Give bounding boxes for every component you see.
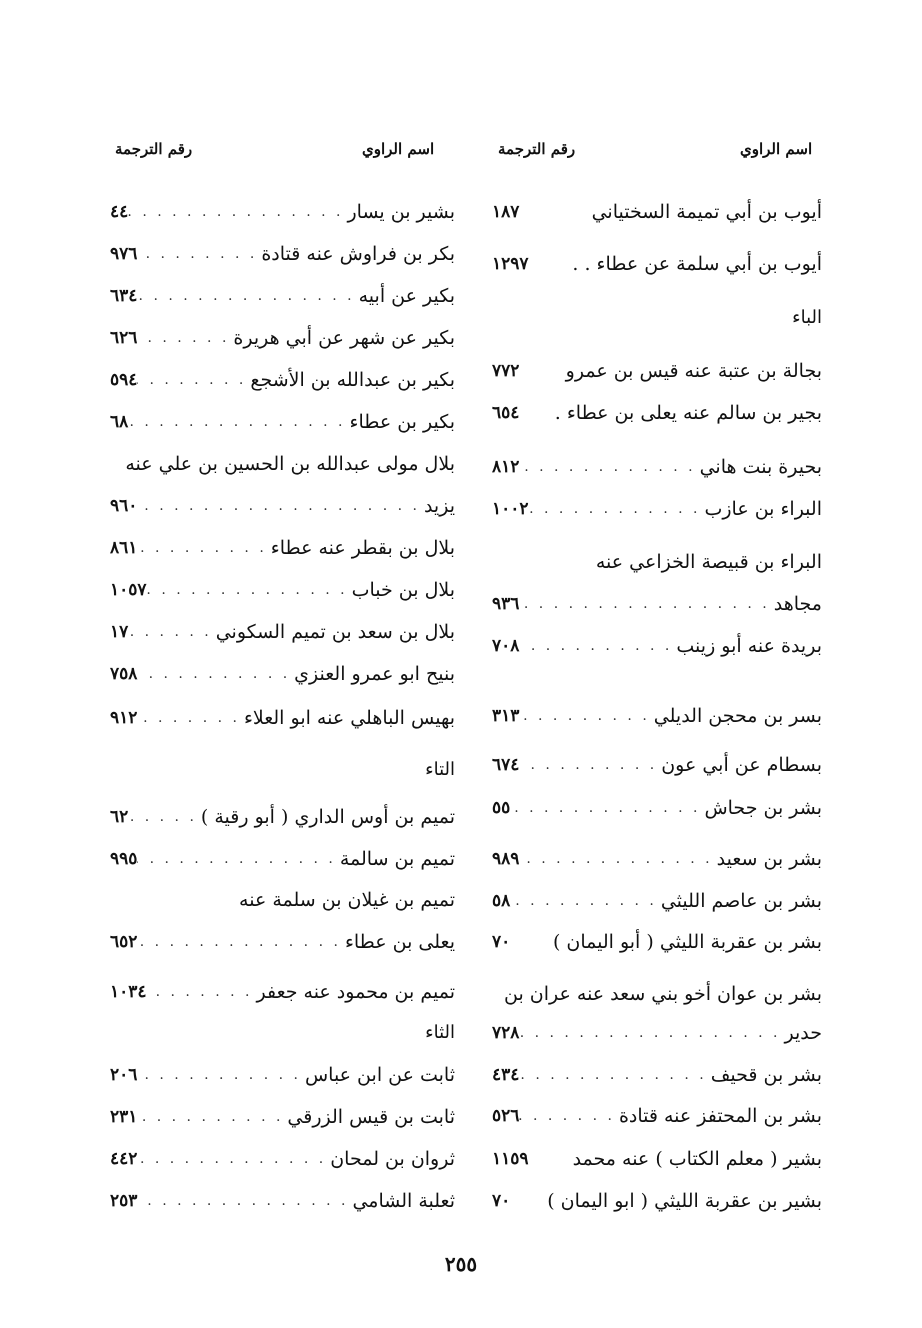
list-item: بجير بن سالم عنه يعلى بن عطاء . ٦٥٤ — [492, 402, 822, 424]
list-item: بشر بن عاصم الليثي . . . ٥٨ — [492, 885, 822, 917]
list-item: بهيس الباهلي عنه ابو العلاء . . . ٩١٢ — [110, 702, 455, 734]
list-item: مجاهد . . . ٩٣٦ — [492, 588, 822, 620]
page-number: ٢٥٥ — [444, 1252, 478, 1276]
list-item: بشير بن عقربة الليثي ( ابو اليمان ) ٧٠ — [492, 1190, 822, 1212]
list-item: ثابت بن قيس الزرقي . . . ٢٣١ — [110, 1101, 455, 1133]
list-item: بشر بن قحيف . . . ٤٣٤ — [492, 1059, 822, 1091]
list-item: بشر بن سعيد . . . ٩٨٩ — [492, 843, 822, 875]
list-item: يعلى بن عطاء . . . ٦٥٢ — [110, 926, 455, 958]
list-item: ثروان بن لمحان . . . ٤٤٢ — [110, 1143, 455, 1175]
list-item: بكير بن عبدالله بن الأشجع . . . ٥٩٤ — [110, 364, 455, 396]
list-item: ثعلبة الشامي . . . ٢٥٣ — [110, 1185, 455, 1217]
list-item: بكير عن شهر عن أبي هريرة . . . ٦٢٦ — [110, 322, 455, 354]
list-item: بشر بن عوان أخو بني سعد عنه عران بن — [504, 983, 822, 1005]
list-item: أيوب بن أبي سلمة عن عطاء . . ١٢٩٧ — [492, 253, 822, 275]
right-name-header: اسم الراوي — [740, 140, 813, 158]
section-heading: التاء — [425, 759, 455, 780]
list-item: تميم بن محمود عنه جعفر . . . ١٠٣٤ — [110, 976, 455, 1008]
list-item: أيوب بن أبي تميمة السختياني ١٨٧ — [492, 201, 822, 223]
section-heading: الثاء — [425, 1022, 455, 1043]
list-item: بلال بن خباب . . . ١٠٥٧ — [110, 574, 455, 606]
list-item: تميم بن غيلان بن سلمة عنه — [239, 889, 455, 911]
right-number-header: رقم الترجمة — [498, 140, 576, 158]
list-item: بريدة عنه أبو زينب . . . ٧٠٨ — [492, 630, 822, 662]
list-item: تميم بن أوس الداري ( أبو رقية ) . . . ٦٢ — [110, 801, 455, 833]
list-item: بحيرة بنت هاني . . . ٨١٢ — [492, 451, 822, 483]
list-item: بنيح ابو عمرو العنزي . . . ٧٥٨ — [110, 658, 455, 690]
list-item: بشر بن المحتفز عنه قتادة . . . ٥٢٦ — [492, 1100, 822, 1132]
list-item: حدير . . . ٧٢٨ — [492, 1017, 822, 1049]
list-item: بجالة بن عتبة عنه قيس بن عمرو ٧٧٢ — [492, 360, 822, 382]
list-item: بشير ( معلم الكتاب ) عنه محمد ١١٥٩ — [492, 1148, 822, 1170]
left-number-header: رقم الترجمة — [115, 140, 193, 158]
list-item: بلال بن سعد بن تميم السكوني . . . ١٧ — [110, 616, 455, 648]
list-item: بشر بن عقربة الليثي ( أبو اليمان ) ٧٠ — [492, 931, 822, 953]
list-item: البراء بن عازب . . . ١٠٠٢ — [492, 493, 822, 525]
list-item: بسطام عن أبي عون . . . ٦٧٤ — [492, 749, 822, 781]
list-item: بلال مولى عبدالله بن الحسين بن علي عنه — [125, 453, 455, 475]
list-item: بسر بن محجن الديلي . . . ٣١٣ — [492, 700, 822, 732]
list-item: بشير بن يسار . . . ٤٤ — [110, 196, 455, 228]
list-item: بكير بن عطاء . . . ٦٨ — [110, 406, 455, 438]
left-name-header: اسم الراوي — [362, 140, 435, 158]
list-item: البراء بن قبيصة الخزاعي عنه — [595, 551, 822, 573]
list-item: ثابت عن ابن عباس . . . ٢٠٦ — [110, 1059, 455, 1091]
list-item: بكر بن فراوش عنه قتادة . . . ٩٧٦ — [110, 238, 455, 270]
list-item: بشر بن جحاش . . . ٥٥ — [492, 792, 822, 824]
list-item: بكير عن أبيه . . . ٦٣٤ — [110, 280, 455, 312]
section-heading: الباء — [792, 307, 822, 328]
list-item: تميم بن سالمة . . . ٩٩٥ — [110, 843, 455, 875]
list-item: يزيد . . . ٩٦٠ — [110, 490, 455, 522]
list-item: بلال بن بقطر عنه عطاء . . . ٨٦١ — [110, 532, 455, 564]
